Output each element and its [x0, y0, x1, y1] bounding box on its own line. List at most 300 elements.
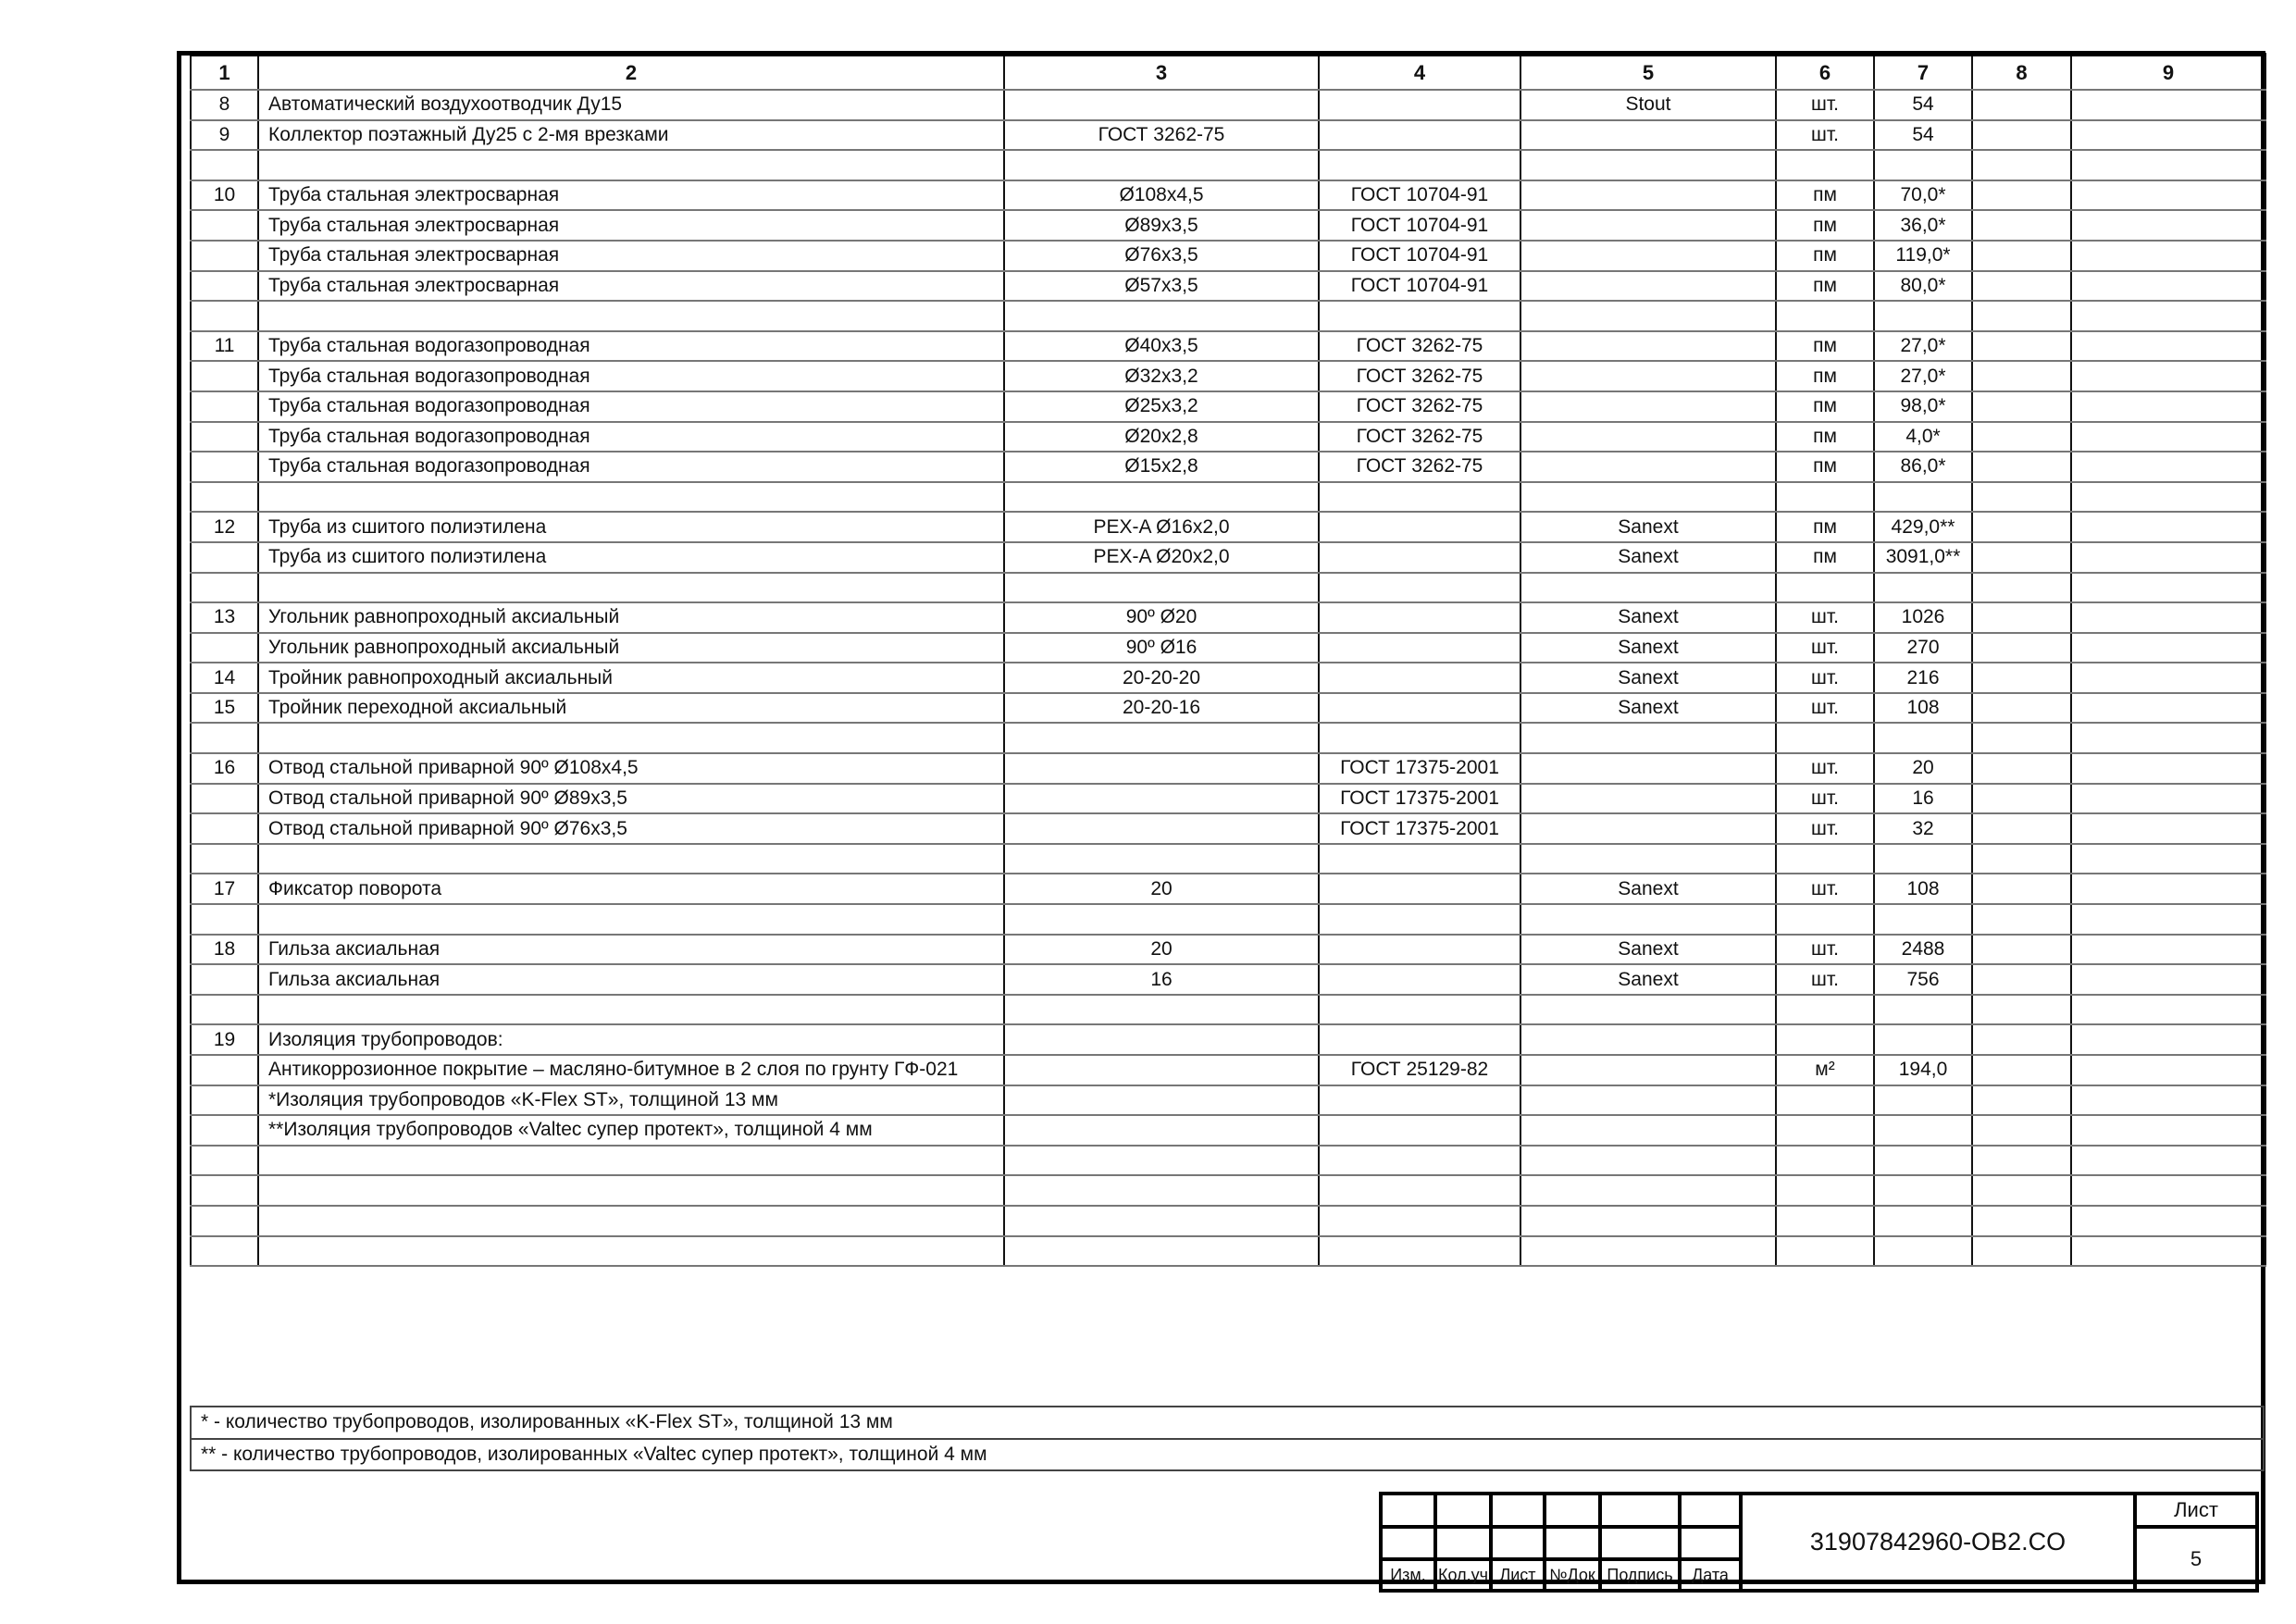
cell-position — [191, 723, 258, 753]
cell-type-mark — [1004, 1146, 1319, 1176]
cell-quantity: 2488 — [1874, 935, 1972, 965]
cell-type-mark: PEX-A Ø20x2,0 — [1004, 542, 1319, 573]
cell-unit: пм — [1776, 542, 1874, 573]
cell-unit: шт. — [1776, 120, 1874, 151]
cell-note — [2071, 1175, 2265, 1206]
cell-standard — [1319, 90, 1520, 120]
table-row — [191, 573, 2265, 603]
cell-type-mark — [1004, 90, 1319, 120]
cell-note — [2071, 1146, 2265, 1176]
footnote-2: ** - количество трубопроводов, изолированных «Valtec супер протект», толщиной 4 мм — [191, 1439, 2264, 1471]
cell-quantity — [1874, 1085, 1972, 1116]
label-kol-uch: Кол.уч — [1435, 1559, 1491, 1591]
cell-mass — [1972, 633, 2071, 663]
table-row — [191, 1115, 2265, 1146]
column-header-4: 4 — [1319, 55, 1520, 90]
cell-position: 13 — [191, 602, 258, 633]
cell-quantity: 20 — [1874, 753, 1972, 784]
cell-manufacturer — [1520, 1024, 1776, 1055]
tb-cell — [1680, 1527, 1741, 1559]
cell-unit — [1776, 482, 1874, 513]
cell-standard: ГОСТ 10704-91 — [1319, 271, 1520, 302]
cell-position: 16 — [191, 753, 258, 784]
cell-unit: шт. — [1776, 964, 1874, 995]
cell-note — [2071, 1024, 2265, 1055]
table-row — [191, 663, 2265, 693]
cell-unit: пм — [1776, 391, 1874, 422]
cell-quantity: 756 — [1874, 964, 1972, 995]
cell-standard: ГОСТ 10704-91 — [1319, 210, 1520, 241]
tb-cell — [1435, 1494, 1491, 1527]
cell-mass — [1972, 120, 2071, 151]
cell-note — [2071, 180, 2265, 211]
cell-name: Труба из сшитого полиэтилена — [258, 542, 1004, 573]
cell-unit: шт. — [1776, 693, 1874, 724]
cell-quantity: 32 — [1874, 813, 1972, 844]
cell-manufacturer — [1520, 482, 1776, 513]
cell-mass — [1972, 331, 2071, 362]
table-row — [191, 452, 2265, 482]
table-row — [191, 482, 2265, 513]
cell-manufacturer: Sanext — [1520, 964, 1776, 995]
cell-manufacturer — [1520, 120, 1776, 151]
cell-quantity: 4,0* — [1874, 422, 1972, 452]
cell-quantity — [1874, 904, 1972, 935]
cell-standard — [1319, 542, 1520, 573]
cell-standard — [1319, 1085, 1520, 1116]
cell-note — [2071, 422, 2265, 452]
cell-type-mark: 90º Ø16 — [1004, 633, 1319, 663]
cell-manufacturer — [1520, 241, 1776, 271]
cell-quantity: 86,0* — [1874, 452, 1972, 482]
cell-name: Труба стальная электросварная — [258, 180, 1004, 211]
cell-mass — [1972, 573, 2071, 603]
cell-position — [191, 361, 258, 391]
cell-unit: шт. — [1776, 663, 1874, 693]
table-row — [191, 874, 2265, 904]
column-header-2: 2 — [258, 55, 1004, 90]
cell-unit — [1776, 150, 1874, 180]
cell-note — [2071, 1055, 2265, 1085]
table-row — [191, 150, 2265, 180]
cell-unit — [1776, 1206, 1874, 1236]
cell-name: Гильза аксиальная — [258, 964, 1004, 995]
cell-manufacturer: Sanext — [1520, 693, 1776, 724]
cell-unit: пм — [1776, 180, 1874, 211]
cell-unit: шт. — [1776, 874, 1874, 904]
cell-standard — [1319, 120, 1520, 151]
cell-type-mark: PEX-A Ø16x2,0 — [1004, 512, 1319, 542]
cell-standard — [1319, 874, 1520, 904]
cell-name — [258, 1146, 1004, 1176]
cell-quantity: 80,0* — [1874, 271, 1972, 302]
header-row — [191, 55, 2265, 90]
column-header-7: 7 — [1874, 55, 1972, 90]
cell-position: 11 — [191, 331, 258, 362]
table-row — [191, 995, 2265, 1025]
cell-name: Труба стальная электросварная — [258, 241, 1004, 271]
table-row — [191, 301, 2265, 331]
cell-name — [258, 844, 1004, 874]
cell-standard: ГОСТ 3262-75 — [1319, 331, 1520, 362]
table-row — [191, 1024, 2265, 1055]
cell-unit: пм — [1776, 241, 1874, 271]
cell-type-mark — [1004, 1024, 1319, 1055]
cell-standard — [1319, 602, 1520, 633]
tb-cell — [1491, 1527, 1545, 1559]
cell-name: Угольник равнопроходный аксиальный — [258, 633, 1004, 663]
table-row — [191, 844, 2265, 874]
cell-manufacturer — [1520, 1206, 1776, 1236]
cell-note — [2071, 1115, 2265, 1146]
cell-position — [191, 1085, 258, 1116]
cell-type-mark: Ø40x3,5 — [1004, 331, 1319, 362]
cell-type-mark — [1004, 753, 1319, 784]
cell-position — [191, 904, 258, 935]
footnote-1: * - количество трубопроводов, изолированных «K-Flex ST», толщиной 13 мм — [191, 1407, 2264, 1439]
table-row — [191, 1236, 2265, 1267]
title-block — [1379, 1492, 2259, 1593]
cell-unit: пм — [1776, 271, 1874, 302]
cell-position — [191, 964, 258, 995]
cell-name: Труба стальная электросварная — [258, 210, 1004, 241]
cell-manufacturer — [1520, 904, 1776, 935]
cell-manufacturer: Sanext — [1520, 633, 1776, 663]
cell-unit — [1776, 1024, 1874, 1055]
tb-cell — [1545, 1494, 1600, 1527]
cell-quantity: 270 — [1874, 633, 1972, 663]
cell-position — [191, 784, 258, 814]
cell-note — [2071, 120, 2265, 151]
cell-mass — [1972, 271, 2071, 302]
cell-note — [2071, 874, 2265, 904]
cell-position — [191, 1175, 258, 1206]
cell-unit: пм — [1776, 361, 1874, 391]
cell-quantity: 54 — [1874, 120, 1972, 151]
label-date: Дата — [1680, 1559, 1741, 1591]
cell-type-mark: 90º Ø20 — [1004, 602, 1319, 633]
cell-mass — [1972, 874, 2071, 904]
cell-name: Труба стальная водогазопроводная — [258, 422, 1004, 452]
cell-name: Труба стальная водогазопроводная — [258, 361, 1004, 391]
cell-mass — [1972, 1175, 2071, 1206]
table-row — [191, 1206, 2265, 1236]
cell-mass — [1972, 210, 2071, 241]
cell-manufacturer — [1520, 995, 1776, 1025]
cell-manufacturer — [1520, 271, 1776, 302]
cell-quantity — [1874, 573, 1972, 603]
cell-standard — [1319, 633, 1520, 663]
table-row — [191, 271, 2265, 302]
table-row — [191, 753, 2265, 784]
cell-note — [2071, 1206, 2265, 1236]
table-row — [191, 90, 2265, 120]
table-row — [191, 784, 2265, 814]
cell-unit: пм — [1776, 331, 1874, 362]
cell-unit — [1776, 301, 1874, 331]
cell-quantity — [1874, 1175, 1972, 1206]
table-row — [191, 602, 2265, 633]
cell-name: Труба стальная водогазопроводная — [258, 331, 1004, 362]
table-row — [191, 331, 2265, 362]
table-row — [191, 1146, 2265, 1176]
cell-note — [2071, 482, 2265, 513]
cell-unit: пм — [1776, 422, 1874, 452]
cell-manufacturer: Sanext — [1520, 602, 1776, 633]
cell-manufacturer — [1520, 753, 1776, 784]
label-signature: Подпись — [1600, 1559, 1680, 1591]
cell-standard: ГОСТ 3262-75 — [1319, 452, 1520, 482]
tb-cell — [1545, 1527, 1600, 1559]
cell-note — [2071, 150, 2265, 180]
cell-quantity — [1874, 482, 1972, 513]
cell-unit: шт. — [1776, 784, 1874, 814]
cell-note — [2071, 210, 2265, 241]
table-row — [191, 241, 2265, 271]
tb-cell — [1381, 1527, 1435, 1559]
cell-standard — [1319, 995, 1520, 1025]
cell-position: 18 — [191, 935, 258, 965]
cell-manufacturer: Stout — [1520, 90, 1776, 120]
cell-standard — [1319, 663, 1520, 693]
cell-note — [2071, 813, 2265, 844]
cell-note — [2071, 271, 2265, 302]
table-row — [191, 391, 2265, 422]
cell-standard: ГОСТ 3262-75 — [1319, 391, 1520, 422]
cell-quantity: 36,0* — [1874, 210, 1972, 241]
cell-standard — [1319, 904, 1520, 935]
cell-position — [191, 150, 258, 180]
cell-manufacturer — [1520, 210, 1776, 241]
table-row — [191, 1085, 2265, 1116]
cell-quantity: 27,0* — [1874, 331, 1972, 362]
cell-quantity: 27,0* — [1874, 361, 1972, 391]
cell-type-mark — [1004, 813, 1319, 844]
cell-standard — [1319, 1236, 1520, 1267]
cell-standard — [1319, 964, 1520, 995]
cell-quantity — [1874, 1146, 1972, 1176]
table-row — [191, 813, 2265, 844]
cell-quantity: 108 — [1874, 693, 1972, 724]
cell-unit: шт. — [1776, 90, 1874, 120]
cell-quantity — [1874, 844, 1972, 874]
cell-unit — [1776, 1085, 1874, 1116]
cell-type-mark: ГОСТ 3262-75 — [1004, 120, 1319, 151]
cell-quantity: 16 — [1874, 784, 1972, 814]
cell-type-mark — [1004, 1175, 1319, 1206]
cell-type-mark: Ø108x4,5 — [1004, 180, 1319, 211]
cell-position: 14 — [191, 663, 258, 693]
column-header-8: 8 — [1972, 55, 2071, 90]
cell-mass — [1972, 422, 2071, 452]
cell-position: 10 — [191, 180, 258, 211]
cell-type-mark: 20-20-20 — [1004, 663, 1319, 693]
cell-quantity — [1874, 1206, 1972, 1236]
cell-name — [258, 482, 1004, 513]
cell-note — [2071, 844, 2265, 874]
cell-unit — [1776, 1236, 1874, 1267]
cell-note — [2071, 964, 2265, 995]
cell-mass — [1972, 150, 2071, 180]
cell-position: 17 — [191, 874, 258, 904]
cell-name: Труба стальная электросварная — [258, 271, 1004, 302]
cell-manufacturer — [1520, 1115, 1776, 1146]
cell-name: Отвод стальной приварной 90º Ø89x3,5 — [258, 784, 1004, 814]
cell-note — [2071, 542, 2265, 573]
table-row — [191, 693, 2265, 724]
table-row — [191, 180, 2265, 211]
cell-mass — [1972, 1085, 2071, 1116]
cell-name — [258, 301, 1004, 331]
cell-position — [191, 241, 258, 271]
cell-name: Угольник равнопроходный аксиальный — [258, 602, 1004, 633]
cell-position — [191, 422, 258, 452]
cell-manufacturer: Sanext — [1520, 935, 1776, 965]
cell-note — [2071, 663, 2265, 693]
cell-position — [191, 1115, 258, 1146]
cell-name: *Изоляция трубопроводов «K-Flex ST», толщиной 13 мм — [258, 1085, 1004, 1116]
table-row — [191, 422, 2265, 452]
cell-unit — [1776, 723, 1874, 753]
cell-type-mark — [1004, 904, 1319, 935]
cell-standard — [1319, 844, 1520, 874]
cell-type-mark — [1004, 995, 1319, 1025]
cell-position — [191, 452, 258, 482]
table-row — [191, 935, 2265, 965]
cell-position: 12 — [191, 512, 258, 542]
cell-note — [2071, 784, 2265, 814]
cell-mass — [1972, 1236, 2071, 1267]
cell-manufacturer — [1520, 573, 1776, 603]
cell-manufacturer — [1520, 391, 1776, 422]
cell-type-mark: Ø20x2,8 — [1004, 422, 1319, 452]
cell-note — [2071, 904, 2265, 935]
cell-manufacturer — [1520, 1055, 1776, 1085]
cell-note — [2071, 995, 2265, 1025]
cell-position — [191, 1055, 258, 1085]
cell-mass — [1972, 452, 2071, 482]
cell-position — [191, 391, 258, 422]
tb-cell — [1381, 1494, 1435, 1527]
cell-quantity — [1874, 1024, 1972, 1055]
cell-type-mark — [1004, 573, 1319, 603]
cell-standard — [1319, 512, 1520, 542]
cell-mass — [1972, 301, 2071, 331]
cell-standard: ГОСТ 17375-2001 — [1319, 753, 1520, 784]
column-header-1: 1 — [191, 55, 258, 90]
document-code: 31907842960-OB2.CO — [1741, 1494, 2135, 1591]
cell-quantity: 3091,0** — [1874, 542, 1972, 573]
tb-cell — [1435, 1527, 1491, 1559]
cell-mass — [1972, 602, 2071, 633]
cell-type-mark — [1004, 723, 1319, 753]
cell-type-mark: 20-20-16 — [1004, 693, 1319, 724]
label-doc-no: №Док — [1545, 1559, 1600, 1591]
cell-type-mark — [1004, 1236, 1319, 1267]
cell-manufacturer — [1520, 301, 1776, 331]
cell-standard — [1319, 1115, 1520, 1146]
table-row — [191, 210, 2265, 241]
cell-mass — [1972, 391, 2071, 422]
cell-mass — [1972, 241, 2071, 271]
cell-note — [2071, 301, 2265, 331]
cell-position — [191, 1146, 258, 1176]
cell-position — [191, 210, 258, 241]
table-row — [191, 512, 2265, 542]
cell-unit: пм — [1776, 210, 1874, 241]
cell-name: Отвод стальной приварной 90º Ø108x4,5 — [258, 753, 1004, 784]
cell-note — [2071, 331, 2265, 362]
cell-name: Тройник равнопроходный аксиальный — [258, 663, 1004, 693]
cell-note — [2071, 1236, 2265, 1267]
cell-name — [258, 723, 1004, 753]
cell-name: Труба стальная водогазопроводная — [258, 452, 1004, 482]
cell-unit — [1776, 1146, 1874, 1176]
specification-table — [190, 53, 2266, 1267]
cell-unit: м² — [1776, 1055, 1874, 1085]
cell-name — [258, 573, 1004, 603]
cell-type-mark — [1004, 150, 1319, 180]
cell-manufacturer — [1520, 331, 1776, 362]
cell-quantity — [1874, 301, 1972, 331]
cell-manufacturer: Sanext — [1520, 663, 1776, 693]
cell-name: Антикоррозионное покрытие – масляно-битумное в 2 слоя по грунту ГФ-021 — [258, 1055, 1004, 1085]
cell-type-mark: Ø57x3,5 — [1004, 271, 1319, 302]
cell-type-mark: Ø32x3,2 — [1004, 361, 1319, 391]
cell-unit: пм — [1776, 512, 1874, 542]
tb-cell — [1600, 1527, 1680, 1559]
cell-type-mark: Ø89x3,5 — [1004, 210, 1319, 241]
cell-name: Коллектор поэтажный Ду25 с 2-мя врезками — [258, 120, 1004, 151]
cell-quantity: 119,0* — [1874, 241, 1972, 271]
table-row — [191, 542, 2265, 573]
cell-manufacturer — [1520, 723, 1776, 753]
cell-type-mark: Ø15x2,8 — [1004, 452, 1319, 482]
cell-position: 8 — [191, 90, 258, 120]
cell-manufacturer — [1520, 844, 1776, 874]
cell-name: Изоляция трубопроводов: — [258, 1024, 1004, 1055]
cell-standard — [1319, 693, 1520, 724]
cell-unit — [1776, 995, 1874, 1025]
cell-standard — [1319, 723, 1520, 753]
label-list: Лист — [1491, 1559, 1545, 1591]
cell-position — [191, 813, 258, 844]
cell-unit — [1776, 904, 1874, 935]
column-header-3: 3 — [1004, 55, 1319, 90]
cell-standard — [1319, 482, 1520, 513]
cell-position — [191, 573, 258, 603]
cell-quantity: 429,0** — [1874, 512, 1972, 542]
cell-unit: шт. — [1776, 633, 1874, 663]
cell-name — [258, 1206, 1004, 1236]
cell-quantity: 98,0* — [1874, 391, 1972, 422]
cell-manufacturer — [1520, 1085, 1776, 1116]
cell-unit: шт. — [1776, 753, 1874, 784]
cell-name — [258, 904, 1004, 935]
cell-position: 9 — [191, 120, 258, 151]
cell-type-mark — [1004, 301, 1319, 331]
cell-manufacturer: Sanext — [1520, 512, 1776, 542]
column-header-9: 9 — [2071, 55, 2265, 90]
cell-mass — [1972, 935, 2071, 965]
cell-type-mark — [1004, 1115, 1319, 1146]
cell-quantity — [1874, 995, 1972, 1025]
cell-note — [2071, 90, 2265, 120]
cell-type-mark — [1004, 482, 1319, 513]
cell-note — [2071, 1085, 2265, 1116]
cell-type-mark — [1004, 1206, 1319, 1236]
cell-unit — [1776, 844, 1874, 874]
